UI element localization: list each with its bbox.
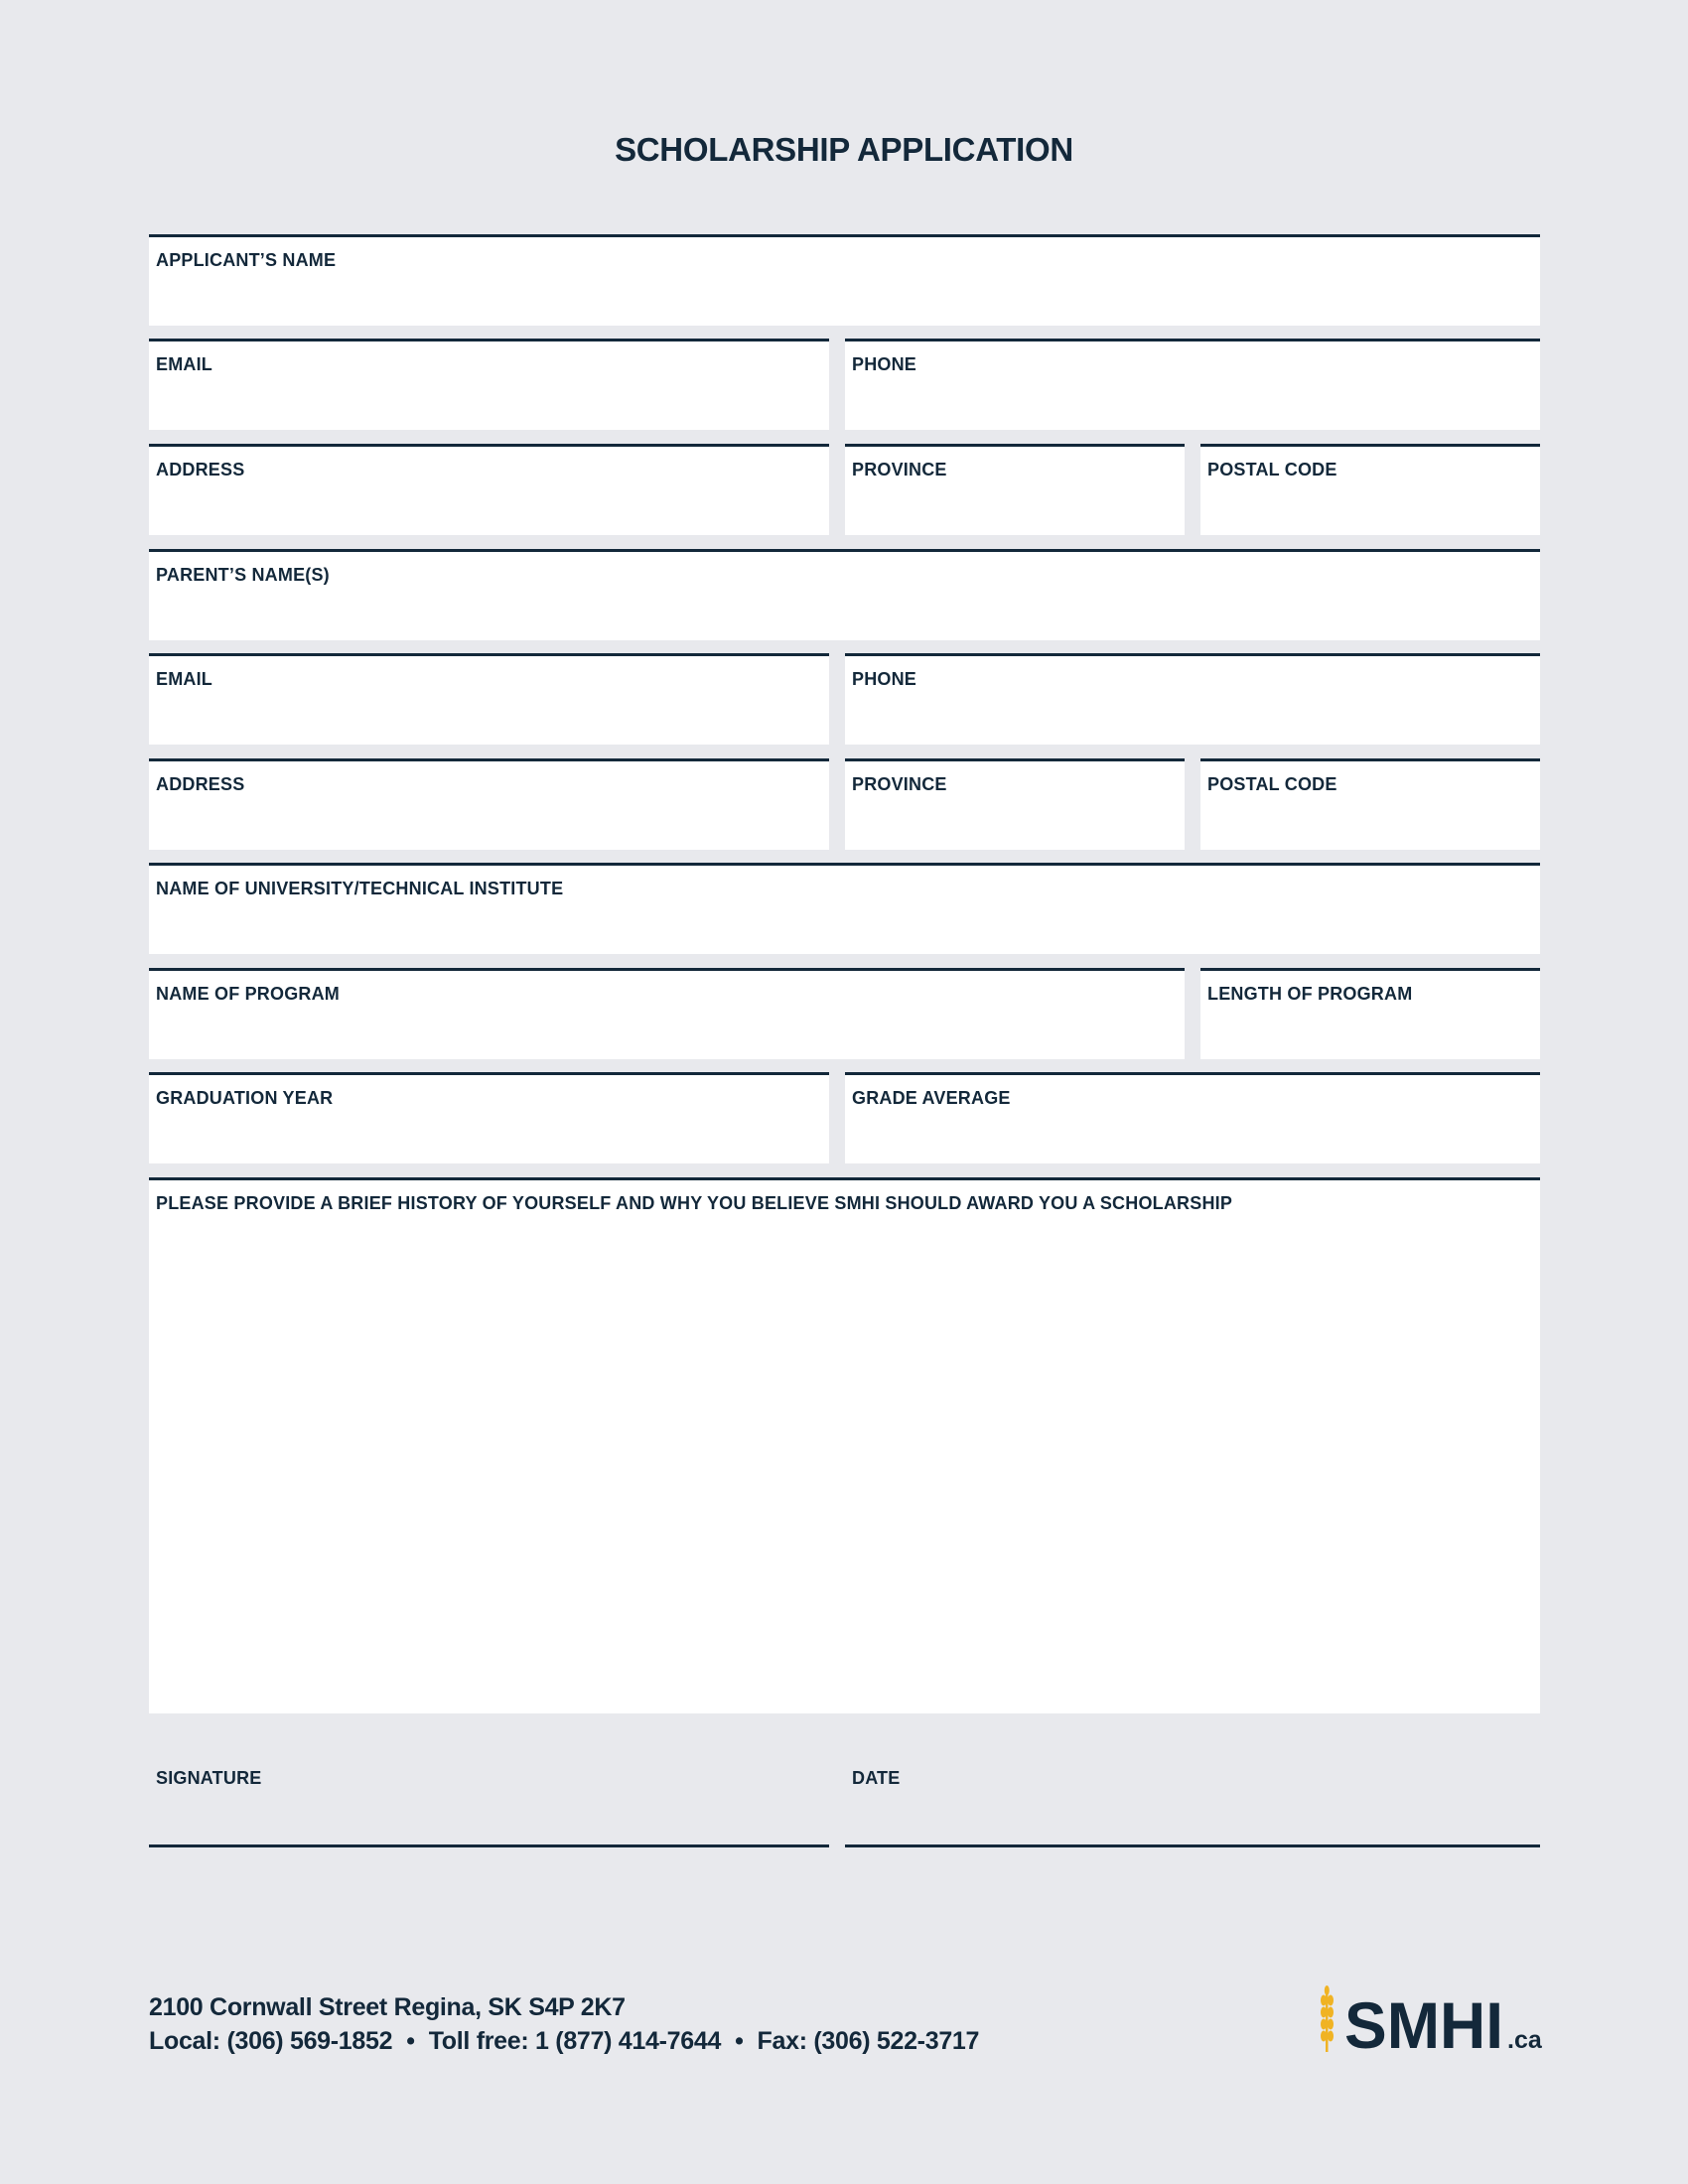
grade-average-field[interactable]	[845, 1072, 1540, 1163]
field-label: NAME OF UNIVERSITY/TECHNICAL INSTITUTE	[156, 879, 564, 898]
field-label: ADDRESS	[156, 774, 245, 794]
date-label: DATE	[852, 1768, 901, 1788]
logo-suffix: .ca	[1507, 2026, 1542, 2054]
footer-address: 2100 Cornwall Street Regina, SK S4P 2K7	[149, 1993, 626, 2021]
applicant-name-field[interactable]	[149, 234, 1540, 326]
field-label: PROVINCE	[852, 460, 947, 479]
field-label: PLEASE PROVIDE A BRIEF HISTORY OF YOURSELF AND WHY YOU BELIEVE SMHI SHOULD AWARD YOU A SCHOLARSHIP	[156, 1193, 1233, 1213]
field-label: NAME OF PROGRAM	[156, 984, 340, 1004]
signature-label: SIGNATURE	[156, 1768, 262, 1788]
field-label: POSTAL CODE	[1207, 460, 1337, 479]
field-label: GRADE AVERAGE	[852, 1088, 1011, 1108]
footer-contact	[149, 1990, 979, 2058]
field-label: APPLICANT’S NAME	[156, 250, 337, 270]
parent-phone-field[interactable]	[845, 653, 1540, 745]
parent-names-field[interactable]	[149, 549, 1540, 640]
field-label: PROVINCE	[852, 774, 947, 794]
parent-email-field[interactable]	[149, 653, 829, 745]
footer-local-phone: Local: (306) 569-1852	[149, 2027, 393, 2055]
history-textarea[interactable]	[149, 1177, 1540, 1713]
field-label: LENGTH OF PROGRAM	[1207, 984, 1413, 1004]
field-label: PHONE	[852, 669, 917, 689]
footer-separator: •	[735, 2027, 744, 2055]
field-label: PARENT’S NAME(S)	[156, 565, 330, 585]
field-label: ADDRESS	[156, 460, 245, 479]
graduation-year-field[interactable]	[149, 1072, 829, 1163]
page-title: SCHOLARSHIP APPLICATION	[615, 131, 1073, 168]
parent-province-field[interactable]	[845, 758, 1185, 850]
applicant-address-field[interactable]	[149, 444, 829, 535]
applicant-province-field[interactable]	[845, 444, 1185, 535]
applicant-phone-field[interactable]	[845, 339, 1540, 430]
program-name-field[interactable]	[149, 968, 1185, 1059]
field-label: PHONE	[852, 354, 917, 374]
institution-field[interactable]	[149, 863, 1540, 954]
wheat-icon	[1321, 1985, 1334, 2052]
applicant-postal-code-field[interactable]	[1200, 444, 1540, 535]
smhi-logo	[1319, 1982, 1542, 2057]
field-label: POSTAL CODE	[1207, 774, 1337, 794]
program-length-field[interactable]	[1200, 968, 1540, 1059]
footer-separator: •	[406, 2027, 415, 2055]
signature-line[interactable]	[149, 1750, 829, 1847]
field-label: EMAIL	[156, 669, 212, 689]
footer-tollfree-phone: Toll free: 1 (877) 414-7644	[428, 2027, 722, 2055]
field-label: EMAIL	[156, 354, 212, 374]
footer-phone-line	[149, 2024, 979, 2058]
field-label: GRADUATION YEAR	[156, 1088, 334, 1108]
parent-postal-code-field[interactable]	[1200, 758, 1540, 850]
footer-fax: Fax: (306) 522-3717	[757, 2027, 980, 2055]
date-line[interactable]	[845, 1750, 1540, 1847]
parent-address-field[interactable]	[149, 758, 829, 850]
applicant-email-field[interactable]	[149, 339, 829, 430]
logo-wordmark: SMHI	[1344, 1988, 1503, 2057]
